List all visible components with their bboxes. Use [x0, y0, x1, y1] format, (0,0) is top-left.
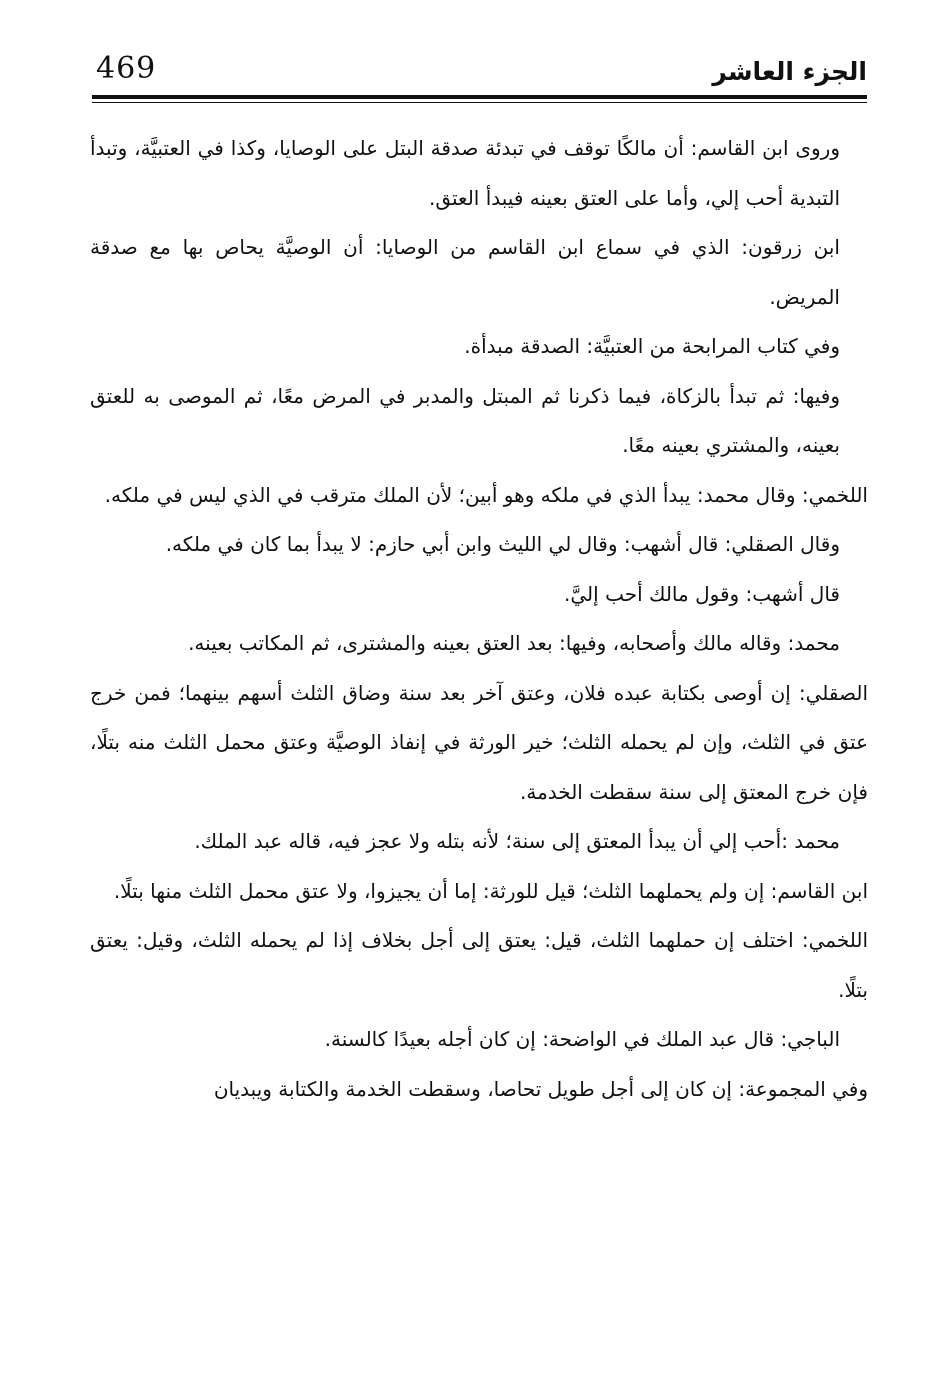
paragraph: ابن القاسم: إن ولم يحملهما الثلث؛ قيل للورثة: إما أن يجيزوا، ولا عتق محمل الثلث منها بتلًا. — [113, 878, 868, 903]
page-body — [90, 124, 868, 1114]
volume-title: الجزء العاشر — [712, 57, 867, 86]
paragraph: وروى ابن القاسم: أن مالكًا توقف في تبدئة صدقة البتل على الوصايا، وكذا في العتبيَّة، وتبدأ التبدية أحب إلي، وأما على العتق بعينه فيبدأ العتق. — [90, 136, 840, 210]
paragraph: الباجي: قال عبد الملك في الواضحة: إن كان أجله بعيدًا كالسنة. — [324, 1027, 840, 1051]
header-rule-thin — [92, 102, 867, 103]
paragraph: وفيها: ثم تبدأ بالزكاة، فيما ذكرنا ثم المبتل والمدبر في المرض معًا، ثم الموصى به للعتق بعينه، والمشتري بعينه معًا. — [90, 383, 840, 457]
paragraph: ابن زرقون: الذي في سماع ابن القاسم من الوصايا: أن الوصيَّة يحاص بها مع صدقة المريض. — [90, 235, 840, 309]
paragraph: محمد :أحب إلي أن يبدأ المعتق إلى سنة؛ لأنه بتله ولا عجز فيه، قاله عبد الملك. — [194, 829, 840, 853]
paragraph: وقال الصقلي: قال أشهب: وقال لي الليث وابن أبي حازم: لا يبدأ بما كان في ملكه. — [165, 532, 840, 556]
paragraph: قال أشهب: وقول مالك أحب إليَّ. — [564, 581, 840, 606]
paragraph: وفي المجموعة: إن كان إلى أجل طويل تحاصا، وسقطت الخدمة والكتابة ويبديان — [213, 1076, 868, 1101]
paragraph: محمد: وقاله مالك وأصحابه، وفيها: بعد العتق بعينه والمشترى، ثم المكاتب بعينه. — [188, 631, 840, 655]
paragraph: اللخمي: اختلف إن حملهما الثلث، قيل: يعتق إلى أجل بخلاف إذا لم يحمله الثلث، وقيل: يعتق بتلًا. — [90, 928, 868, 1002]
header-rule-thick — [92, 95, 867, 99]
paragraph: الصقلي: إن أوصى بكتابة عبده فلان، وعتق آخر بعد سنة وضاق الثلث أسهم بينهما؛ فمن خرج عتق في الثلث، وإن لم يحمله الثلث؛ خير الورثة في إنفاذ الوصيَّة وعتق محمل الثلث منه بتلًا، فإن خرج المعتق إلى سنة سقطت الخدمة. — [90, 680, 868, 804]
page-number: 469 — [96, 51, 157, 86]
paragraph: اللخمي: وقال محمد: يبدأ الذي في ملكه وهو أبين؛ لأن الملك مترقب في الذي ليس في ملكه. — [104, 482, 868, 507]
paragraph: وفي كتاب المرابحة من العتبيَّة: الصدقة مبدأة. — [464, 334, 840, 358]
page-header — [92, 48, 867, 98]
